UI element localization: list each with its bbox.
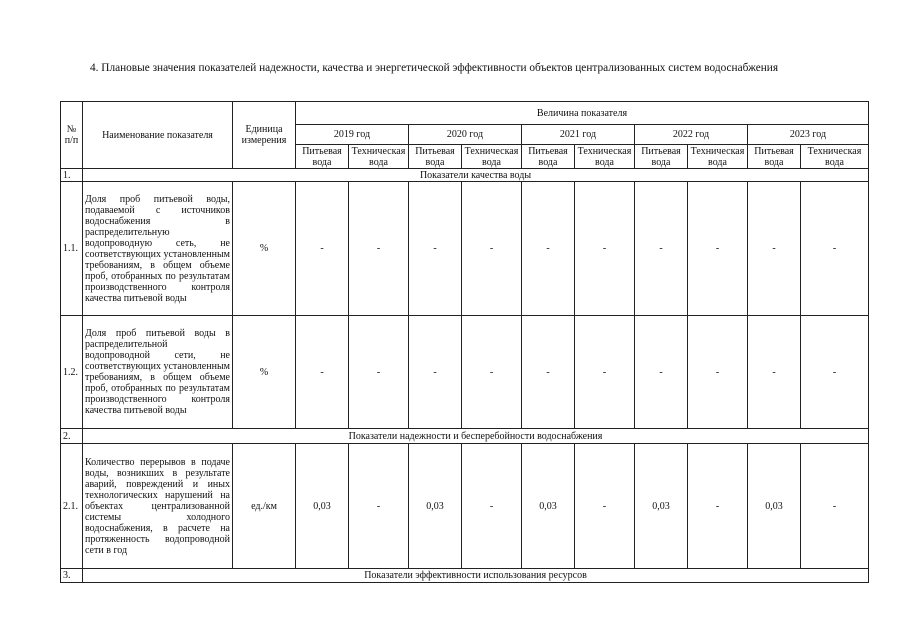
value-cell: - (688, 316, 748, 429)
indicator-name: Количество перерывов в подаче воды, возникших в результате аварий, повреждений и иных технологических нарушений на объектах централизованной системы холодного водоснабжения, в расчете на протяженность водопроводной сети в год (83, 444, 233, 569)
value-cell: - (688, 182, 748, 316)
row-num: 1.1. (61, 182, 83, 316)
value-cell: - (575, 316, 635, 429)
value-cell: - (522, 182, 575, 316)
value-cell: 0,03 (635, 444, 688, 569)
subheader-drinking: Питьевая вода (635, 145, 688, 169)
value-cell: 0,03 (522, 444, 575, 569)
unit-cell: % (233, 316, 296, 429)
section-row (61, 569, 869, 583)
value-cell: - (462, 182, 522, 316)
header-value: Величина показателя (296, 102, 869, 125)
value-cell: - (349, 182, 409, 316)
header-name: Наименование показателя (83, 102, 233, 169)
value-cell: 0,03 (748, 444, 801, 569)
value-cell: - (575, 182, 635, 316)
value-cell: - (748, 182, 801, 316)
header-year: 2020 год (409, 125, 522, 145)
row-num: 1.2. (61, 316, 83, 429)
value-cell: - (296, 316, 349, 429)
section-row (61, 169, 869, 182)
subheader-technical: Техническая вода (801, 145, 869, 169)
header-unit: Единица измерения (233, 102, 296, 169)
table-row (61, 316, 869, 429)
value-cell: - (688, 444, 748, 569)
row-num: 2.1. (61, 444, 83, 569)
indicator-name: Доля проб питьевой воды, подаваемой с источников водоснабжения в распределительную водопроводную сеть, не соответствующих установленным требованиям, в общем объеме проб, отобранных по результатам производственного контроля качества питьевой воды (83, 182, 233, 316)
value-cell: 0,03 (409, 444, 462, 569)
subheader-technical: Техническая вода (462, 145, 522, 169)
section-num: 3. (61, 569, 83, 583)
section-title: Показатели эффективности использования ресурсов (83, 569, 869, 583)
value-cell: - (801, 316, 869, 429)
section-title: Показатели качества воды (83, 169, 869, 182)
value-cell: 0,03 (296, 444, 349, 569)
value-cell: - (409, 182, 462, 316)
value-cell: - (801, 182, 869, 316)
header-year: 2019 год (296, 125, 409, 145)
unit-cell: ед./км (233, 444, 296, 569)
value-cell: - (296, 182, 349, 316)
table-row (61, 444, 869, 569)
section-heading: 4. Плановые значения показателей надежности, качества и энергетической эффективности объектов централизованных систем водоснабжения (90, 62, 779, 74)
subheader-technical: Техническая вода (349, 145, 409, 169)
table-row (61, 182, 869, 316)
subheader-drinking: Питьевая вода (522, 145, 575, 169)
value-cell: - (635, 316, 688, 429)
value-cell: - (349, 316, 409, 429)
value-cell: - (462, 316, 522, 429)
value-cell: - (801, 444, 869, 569)
subheader-technical: Техническая вода (688, 145, 748, 169)
section-row (61, 429, 869, 444)
header-year: 2022 год (635, 125, 748, 145)
section-num: 1. (61, 169, 83, 182)
value-cell: - (349, 444, 409, 569)
subheader-drinking: Питьевая вода (748, 145, 801, 169)
section-num: 2. (61, 429, 83, 444)
header-num: № п/п (61, 102, 83, 169)
unit-cell: % (233, 182, 296, 316)
indicators-table (60, 101, 869, 583)
value-cell: - (522, 316, 575, 429)
subheader-drinking: Питьевая вода (296, 145, 349, 169)
indicator-name: Доля проб питьевой воды в распределительной водопроводной сети, не соответствующих установленным требованиям, в общем объеме проб, отобранных по результатам производственного контроля качества питьевой воды (83, 316, 233, 429)
section-title: Показатели надежности и бесперебойности водоснабжения (83, 429, 869, 444)
value-cell: - (462, 444, 522, 569)
value-cell: - (409, 316, 462, 429)
subheader-drinking: Питьевая вода (409, 145, 462, 169)
value-cell: - (748, 316, 801, 429)
subheader-technical: Техническая вода (575, 145, 635, 169)
value-cell: - (635, 182, 688, 316)
header-year: 2023 год (748, 125, 869, 145)
value-cell: - (575, 444, 635, 569)
header-year: 2021 год (522, 125, 635, 145)
